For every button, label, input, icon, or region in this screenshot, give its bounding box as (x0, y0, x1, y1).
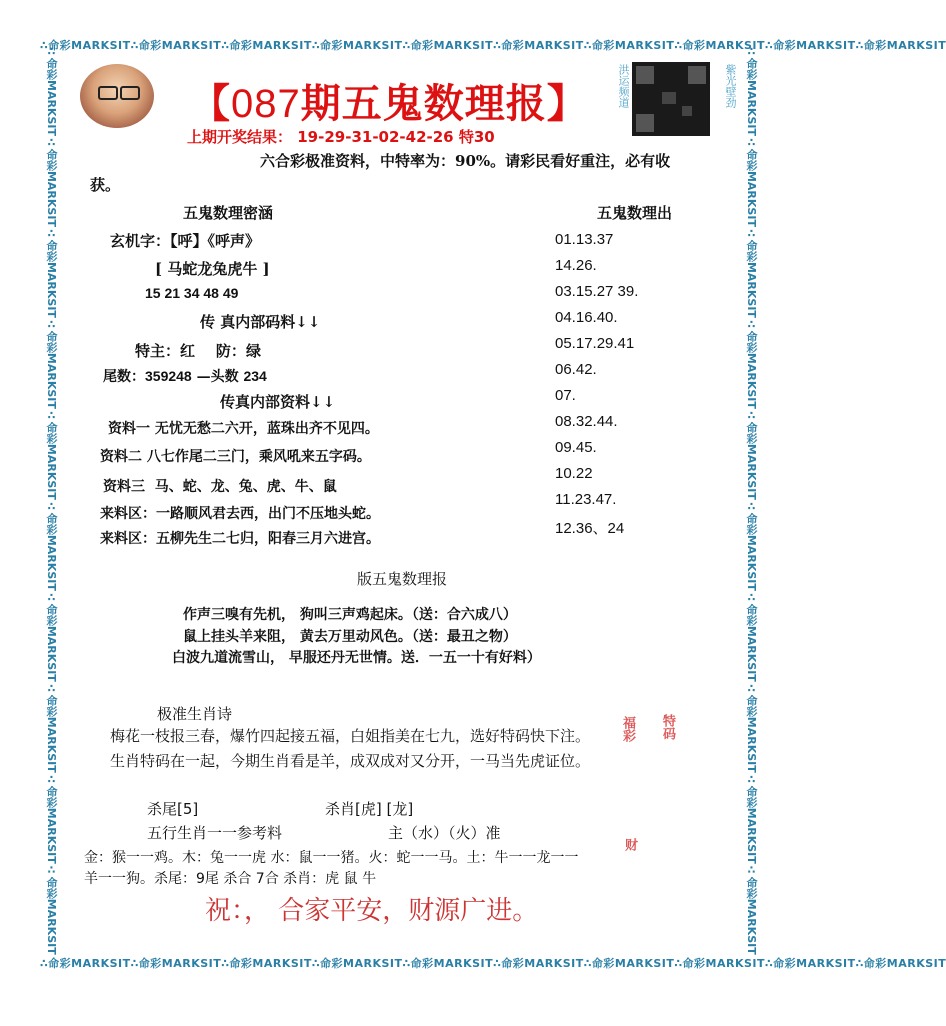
portrait-avatar (80, 64, 154, 128)
right-border: ∴命彩MARKSIT∴命彩MARKSIT∴命彩MARKSIT∴命彩MARKSIT∴命彩MARKSIT∴命彩MARKSIT∴命彩MARKSIT∴命彩MARKSIT∴命彩MARKSIT∴命彩MARKSIT (745, 45, 758, 955)
red-stamp-3: 财 (622, 838, 637, 851)
page-title (190, 72, 588, 129)
center-line-2: 鼠上挂头羊来阻， 黄去万里动风色。（送：最丑之物） (183, 629, 517, 645)
number-row: 12.36、24 (555, 520, 625, 537)
title-open-bracket: 【 (190, 81, 231, 127)
result-label: 上期开奖结果： (187, 128, 293, 146)
red-stamp-2: 特码 (660, 714, 675, 740)
glasses-left-icon (98, 86, 118, 100)
qr-right-caption: 紫光壁劲 (724, 64, 737, 108)
number-row: 09.45. (555, 439, 597, 456)
intro-line-2: 获。 (90, 176, 121, 194)
center-line-3: 白波九道流雪山， 早服还丹无世情。送．一五一十有好料） (172, 650, 541, 666)
data-item-text: 八七作尾二三门，乘风吼来五字码。 (146, 449, 371, 465)
bottom-border: ∴命彩MARKSIT∴命彩MARKSIT∴命彩MARKSIT∴命彩MARKSIT∴命彩MARKSIT∴命彩MARKSIT∴命彩MARKSIT∴命彩MARKSIT∴命彩MARKSIT∴命彩MARKSIT (40, 957, 946, 970)
right-heading: 五鬼数理出 (597, 204, 673, 222)
tail-row (103, 366, 267, 386)
head-value: 234 (243, 368, 267, 384)
blessing-text: 祝：， 合家平安，财源广进。 (205, 896, 539, 926)
data-item-text: 无忧无愁二六开，蓝珠出齐不见四。 (154, 421, 379, 437)
zodiac-line: [ 马蛇龙兔虎牛 ] (155, 260, 270, 278)
riddle-value: 【呼】《呼声》 (170, 232, 261, 250)
fax-heading-1: 传 真内部码料↓↓ (200, 313, 321, 331)
tail-value: 359248 (145, 368, 192, 384)
result-special: 特30 (458, 128, 495, 146)
number-row: 08.32.44. (555, 413, 618, 430)
special-main-value: 红 (180, 342, 196, 360)
title-text: 期五鬼数理报 (300, 81, 547, 127)
number-row: 14.26. (555, 257, 597, 274)
defend-value: 绿 (245, 342, 261, 360)
title-close-bracket: 】 (546, 81, 588, 127)
special-row (135, 340, 261, 361)
data-item-5 (100, 528, 380, 548)
last-result (187, 126, 495, 147)
qr-left-caption: 洪运频道 (617, 64, 630, 108)
data-item-2 (100, 446, 371, 466)
data-item-1 (108, 418, 379, 438)
data-item-text: 马、蛇、龙、兔、虎、牛、鼠 (154, 479, 337, 495)
head-label: —头数 (196, 369, 239, 385)
riddle-row (110, 230, 260, 251)
intro-line-1: 六合彩极准资料，中特率为：90%。请彩民看好重注，必有收 (260, 152, 671, 170)
number-row: 10.22 (555, 465, 593, 482)
data-item-3 (103, 476, 337, 496)
elements-line-2: 羊一一狗。杀尾：9尾 杀合 7合 杀肖：虎 鼠 牛 (84, 871, 377, 887)
defend-label: 防： (215, 342, 246, 360)
main-elements: 主（水）（火）准 (388, 824, 501, 842)
glasses-right-icon (120, 86, 140, 100)
data-item-text: 五柳先生二七归，阳春三月六进宫。 (156, 531, 380, 547)
number-row: 05.17.29.41 (555, 335, 635, 352)
numbers-line: 15 21 34 48 49 (145, 285, 239, 301)
kill-tail: 杀尾[5] (147, 800, 199, 818)
qr-pattern (632, 62, 710, 136)
left-heading: 五鬼数理密涵 (183, 204, 274, 222)
data-item-label: 资料二 (100, 449, 142, 465)
poem-line-1: 梅花一枝报三春，爆竹四起接五福，白姐指美在七九，选好特码快下注。 (110, 727, 591, 745)
data-item-label: 资料三 (103, 479, 145, 495)
center-heading: 版五鬼数理报 (357, 570, 448, 588)
number-row: 07. (555, 387, 576, 404)
data-item-label: 资料一 (108, 421, 150, 437)
poem-heading: 极准生肖诗 (157, 705, 233, 723)
data-item-label: 来料区： (100, 531, 156, 547)
data-item-4 (100, 503, 380, 523)
red-stamp-1: 福彩 (620, 716, 635, 742)
qr-code-icon (632, 62, 710, 136)
data-item-label: 来料区： (100, 506, 156, 522)
poem-line-2: 生肖特码在一起，今期生肖看是羊，成双成对又分开，一马当先虎证位。 (110, 752, 591, 770)
riddle-label: 玄机字： (110, 232, 171, 250)
number-row: 11.23.47. (555, 491, 617, 508)
number-row: 01.13.37 (555, 231, 614, 248)
left-border: ∴命彩MARKSIT∴命彩MARKSIT∴命彩MARKSIT∴命彩MARKSIT∴命彩MARKSIT∴命彩MARKSIT∴命彩MARKSIT∴命彩MARKSIT∴命彩MARKSIT∴命彩MARKSIT (45, 45, 58, 955)
number-row: 03.15.27 39. (555, 283, 639, 300)
special-main-label: 特主： (135, 342, 181, 360)
number-row: 04.16.40. (555, 309, 618, 326)
result-numbers: 19-29-31-02-42-26 (297, 128, 454, 146)
center-line-1: 作声三嗅有先机， 狗叫三声鸡起床。（送：合六成八） (183, 607, 517, 623)
tail-label: 尾数： (103, 369, 145, 385)
issue-number: 087 (231, 82, 301, 126)
top-border: ∴命彩MARKSIT∴命彩MARKSIT∴命彩MARKSIT∴命彩MARKSIT∴命彩MARKSIT∴命彩MARKSIT∴命彩MARKSIT∴命彩MARKSIT∴命彩MARKSIT∴命彩MARKSIT (40, 39, 946, 52)
kill-zodiac: 杀肖[虎] [龙] (325, 800, 414, 818)
elements-line-1: 金：猴一一鸡。木：兔一一虎 水：鼠一一猪。火：蛇一一马。土：牛一一龙一一 (84, 850, 579, 866)
number-row: 06.42. (555, 361, 597, 378)
data-item-text: 一路顺风君去西，出门不压地头蛇。 (156, 506, 380, 522)
fax-heading-2: 传真内部资料↓↓ (220, 393, 336, 411)
five-elements-label: 五行生肖一一参考料 (147, 824, 283, 842)
